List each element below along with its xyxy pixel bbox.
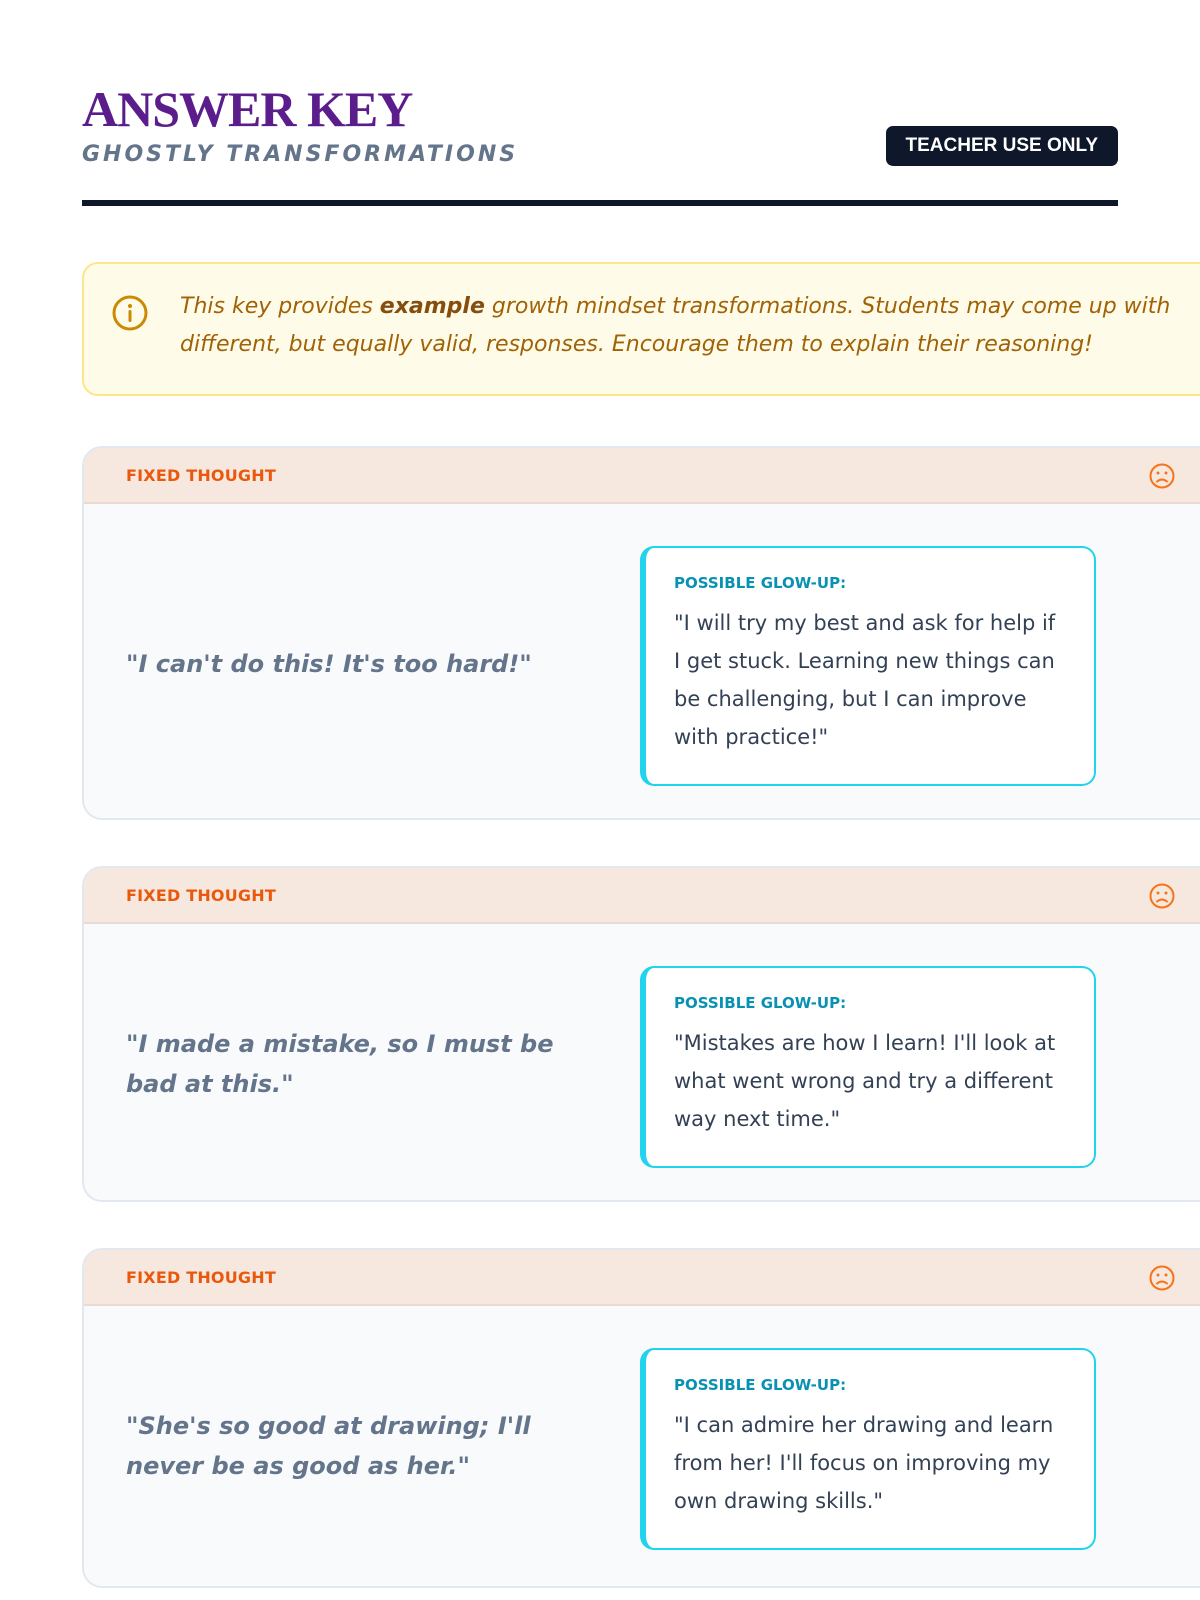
glow-up-text: "I can admire her drawing and learn from her! I'll focus on improving my own drawing skills." — [674, 1413, 1054, 1513]
fixed-thought-text: "She's so good at drawing; I'll never be as good as her." — [126, 1412, 531, 1480]
fixed-thought-label: FIXED THOUGHT — [126, 1268, 276, 1287]
page-subtitle: GHOSTLY TRANSFORMATIONS — [82, 142, 519, 167]
thought-card-3 — [82, 1248, 1200, 1588]
info-circle-icon — [111, 294, 149, 332]
glow-up-text: "I will try my best and ask for help if I get stuck. Learning new things can be challenging, but I can improve with practice!" — [674, 611, 1056, 749]
glow-up-text: "Mistakes are how I learn! I'll look at what went wrong and try a different way next time." — [674, 1031, 1056, 1131]
fixed-thought-label: FIXED THOUGHT — [126, 466, 276, 485]
fixed-thought-label: FIXED THOUGHT — [126, 886, 276, 905]
page-header — [82, 0, 1118, 206]
sad-face-icon — [1148, 462, 1176, 490]
fixed-thought-text: "I made a mistake, so I must be bad at this." — [126, 1030, 554, 1098]
info-note — [82, 262, 1200, 396]
card-header — [84, 868, 1200, 924]
glow-up-label: POSSIBLE GLOW-UP: — [674, 994, 847, 1012]
note-text — [180, 288, 1190, 364]
teacher-badge: TEACHER USE ONLY — [886, 126, 1119, 166]
note-text-after: growth mindset transformations. Students may come up with different, but equally valid, responses. Encourage them to explain their reasoning! — [180, 294, 1171, 357]
thought-card-1 — [82, 446, 1200, 820]
note-emphasis: example — [379, 294, 485, 319]
glow-up-box — [640, 546, 1096, 786]
glow-up-label: POSSIBLE GLOW-UP: — [674, 574, 847, 592]
glow-up-box — [640, 1348, 1096, 1550]
page-title: ANSWER KEY — [82, 81, 413, 137]
card-header — [84, 1250, 1200, 1306]
sad-face-icon — [1148, 882, 1176, 910]
note-text-before: This key provides — [180, 294, 380, 319]
card-header — [84, 448, 1200, 504]
glow-up-label: POSSIBLE GLOW-UP: — [674, 1376, 847, 1394]
sad-face-icon — [1148, 1264, 1176, 1292]
fixed-thought-text: "I can't do this! It's too hard!" — [126, 650, 532, 678]
thought-card-2 — [82, 866, 1200, 1202]
glow-up-box — [640, 966, 1096, 1168]
